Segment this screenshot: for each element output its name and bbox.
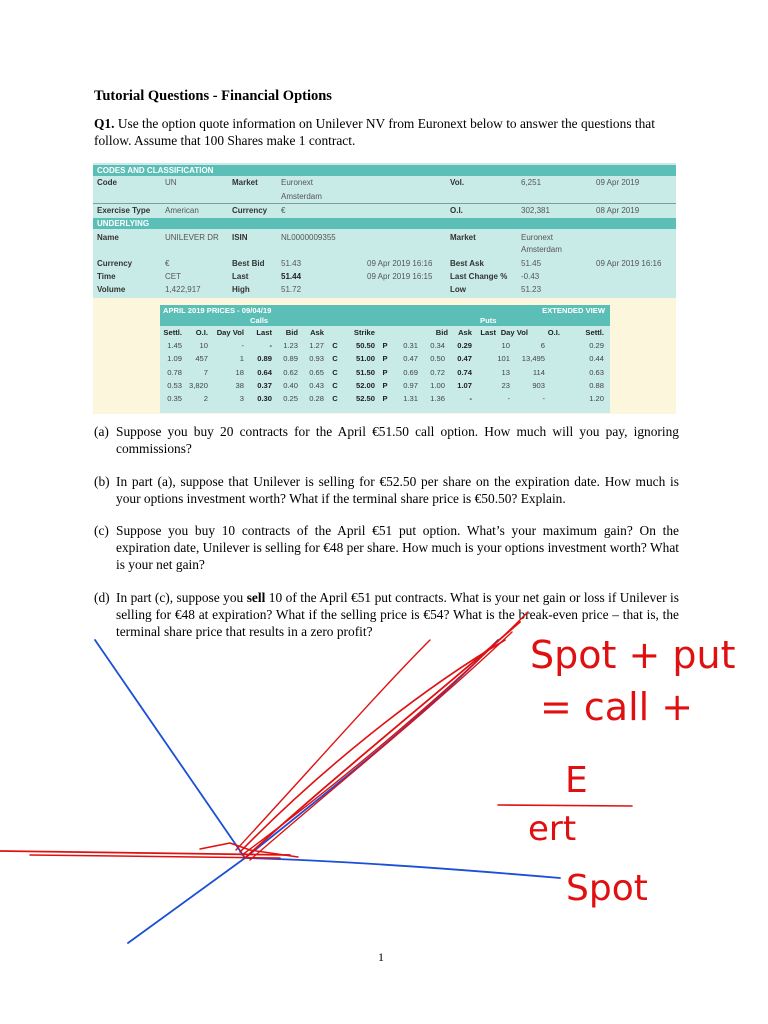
question-a-text: Suppose you buy 20 contracts for the April €51.50 call option. How much will you pay, ignoring commissions? <box>116 424 679 456</box>
table-cell: 1.20 <box>589 394 604 404</box>
bestask-value: 51.45 <box>521 259 542 268</box>
table-cell: - <box>542 394 545 404</box>
question-a-label: (a) <box>94 424 109 439</box>
table-cell: 0.93 <box>309 354 324 364</box>
table-cell: 10 <box>501 341 510 350</box>
high-label: High <box>232 285 250 294</box>
blue-line-left <box>95 640 245 943</box>
table-cell: 903 <box>532 380 545 390</box>
code-label: Code <box>97 178 117 187</box>
table-cell: 0.89 <box>283 354 298 364</box>
question-d-text-2: 10 of the April €51 put contracts. What is your net gain or loss if Unilever is selling for €48 at expiration? What if the selling price is €54? What is the break-even price – that is, the terminal share price that results in a zero profit? <box>116 590 679 639</box>
table-cell: 13,495 <box>521 354 545 364</box>
last-value: 51.44 <box>281 272 302 281</box>
column-header: Settl. <box>585 328 604 337</box>
table-cell: 52.00 <box>355 380 375 390</box>
blue-line-spot <box>245 858 560 878</box>
low-value: 51.23 <box>521 285 542 294</box>
call-marker: C <box>332 380 338 390</box>
handwriting-bottom: Spot <box>566 868 648 909</box>
bestask-label: Best Ask <box>450 259 484 268</box>
vol-date: 09 Apr 2019 <box>596 178 640 187</box>
put-marker: P <box>382 354 388 364</box>
column-header: Ask <box>458 328 472 337</box>
table-cell: 6 <box>540 341 545 350</box>
table-cell: 0.37 <box>257 380 272 390</box>
table-cell: 0.69 <box>403 367 418 377</box>
extended-view-link[interactable]: EXTENDED VIEW <box>542 306 605 315</box>
handwriting-numerator: E <box>565 760 588 801</box>
table-cell: 0.40 <box>283 380 298 390</box>
page-title: Tutorial Questions - Financial Options <box>94 88 332 104</box>
table-cell: 0.74 <box>457 367 472 377</box>
column-header: Day Vol <box>216 328 244 337</box>
puts-label: Puts <box>480 316 497 325</box>
question-b-text: In part (a), suppose that Unilever is selling for €52.50 per share on the expiration date. How much is your options investment worth? What if the terminal share price is €50.50? Explain. <box>116 474 679 506</box>
table-cell: 50.50 <box>355 341 375 350</box>
lastchange-label: Last Change % <box>450 272 508 281</box>
table-cell: 0.72 <box>430 367 445 377</box>
table-cell: 0.29 <box>589 341 604 350</box>
handwriting-line1: Spot + put <box>530 633 736 677</box>
codes-header: CODES AND CLASSIFICATION <box>93 165 676 176</box>
table-cell: 0.35 <box>167 394 182 404</box>
question-1-label: Q1. <box>94 116 115 131</box>
put-marker: P <box>382 367 388 377</box>
last-label: Last <box>232 272 249 281</box>
underlying-currency-label: Currency <box>97 259 133 268</box>
question-b-label: (b) <box>94 474 110 489</box>
question-d-text-1: In part (c), suppose you <box>116 590 247 605</box>
call-marker: C <box>332 354 338 364</box>
table-cell: 51.50 <box>355 367 375 377</box>
table-cell: 18 <box>235 367 244 377</box>
table-cell: 0.29 <box>457 341 472 350</box>
market-value-1: Euronext <box>281 178 314 187</box>
put-marker: P <box>382 394 388 404</box>
table-cell: 0.25 <box>283 394 298 404</box>
table-cell: 457 <box>195 354 208 364</box>
oi-date: 08 Apr 2019 <box>596 206 640 215</box>
table-cell: 1 <box>239 354 244 364</box>
table-cell: 38 <box>235 380 244 390</box>
volume-value: 1,422,917 <box>165 285 201 294</box>
table-cell: 0.89 <box>257 354 272 364</box>
column-header: Settl. <box>163 328 182 337</box>
table-cell: - <box>269 341 272 350</box>
name-label: Name <box>97 233 119 242</box>
table-cell: 101 <box>497 354 510 364</box>
name-value: UNILEVER DR <box>165 233 219 242</box>
high-value: 51.72 <box>281 285 302 294</box>
bestbid-label: Best Bid <box>232 259 265 268</box>
table-cell: 0.63 <box>589 367 604 377</box>
bestask-date: 09 Apr 2019 16:16 <box>596 259 662 268</box>
question-1-text: Use the option quote information on Unilever NV from Euronext below to answer the questions that follow. Assume that 100 Shares make 1 contract. <box>94 116 655 148</box>
table-cell: 1.23 <box>283 341 298 350</box>
table-cell: 0.62 <box>283 367 298 377</box>
column-header: O.I. <box>195 328 208 337</box>
column-header: Bid <box>285 328 298 337</box>
time-value: CET <box>165 272 181 281</box>
table-cell: 0.78 <box>167 367 182 377</box>
oi-value: 302,381 <box>521 206 550 215</box>
bestbid-value: 51.43 <box>281 259 302 268</box>
currency-label: Currency <box>232 206 268 215</box>
column-header: Strike <box>353 328 375 337</box>
table-cell: 0.47 <box>457 354 472 364</box>
table-cell: 1.07 <box>457 380 472 390</box>
table-cell: 13 <box>501 367 510 377</box>
exercise-label: Exercise Type <box>97 206 151 215</box>
handwriting-line2: = call + <box>540 685 694 729</box>
question-d-label: (d) <box>94 590 110 605</box>
table-cell: 2 <box>203 394 208 404</box>
calls-label: Calls <box>250 316 269 325</box>
table-cell: 0.34 <box>430 341 445 350</box>
oi-label: O.I. <box>450 206 463 215</box>
column-header: O.I. <box>547 328 560 337</box>
fraction-bar <box>498 805 632 806</box>
table-cell: 0.28 <box>309 394 324 404</box>
red-diagonal-5 <box>242 612 528 855</box>
table-cell: - <box>507 394 510 404</box>
table-cell: 0.53 <box>167 380 182 390</box>
table-cell: - <box>469 394 472 404</box>
vol-value: 6,251 <box>521 178 542 187</box>
table-cell: 0.47 <box>403 354 418 364</box>
question-c-label: (c) <box>94 523 109 538</box>
last-date: 09 Apr 2019 16:15 <box>367 272 433 281</box>
table-cell: 0.50 <box>430 354 445 364</box>
table-cell: 52.50 <box>355 394 375 404</box>
volume-label: Volume <box>97 285 126 294</box>
table-cell: 0.65 <box>309 367 324 377</box>
table-cell: 3 <box>239 394 244 404</box>
currency-value: € <box>281 206 286 215</box>
table-cell: 0.30 <box>257 394 272 404</box>
market-value-2: Amsterdam <box>281 192 322 201</box>
table-cell: 0.64 <box>257 367 272 377</box>
exercise-value: American <box>165 206 199 215</box>
call-marker: C <box>332 394 338 404</box>
isin-value: NL0000009355 <box>281 233 336 242</box>
table-cell: 1.36 <box>430 394 445 404</box>
table-cell: 7 <box>203 367 208 377</box>
column-header: Day Vol <box>500 328 528 337</box>
put-marker: P <box>382 380 388 390</box>
put-marker: P <box>382 341 388 350</box>
underlying-currency-value: € <box>165 259 170 268</box>
red-diagonal-4 <box>236 640 430 850</box>
column-header: Last <box>256 328 272 337</box>
time-label: Time <box>97 272 116 281</box>
call-marker: C <box>332 341 338 350</box>
table-cell: 0.97 <box>403 380 418 390</box>
column-header: Bid <box>435 328 448 337</box>
table-cell: 0.43 <box>309 380 324 390</box>
table-cell: 1.45 <box>167 341 182 350</box>
low-label: Low <box>450 285 466 294</box>
handwriting-denominator: ert <box>528 809 577 849</box>
column-header: Last <box>480 328 496 337</box>
underlying-market-1: Euronext <box>521 233 554 242</box>
table-cell: 0.88 <box>589 380 604 390</box>
table-cell: - <box>241 341 244 350</box>
table-cell: 3,820 <box>188 380 208 390</box>
column-header: Ask <box>310 328 324 337</box>
page-number: 1 <box>378 950 384 964</box>
bestbid-date: 09 Apr 2019 16:16 <box>367 259 433 268</box>
market-label: Market <box>232 178 258 187</box>
table-cell: 1.00 <box>430 380 445 390</box>
table-cell: 23 <box>501 380 510 390</box>
underlying-header: UNDERLYING <box>93 218 676 229</box>
table-cell: 1.31 <box>403 394 418 404</box>
question-d-bold: sell <box>246 590 266 605</box>
table-cell: 51.00 <box>355 354 375 364</box>
red-diagonal-1 <box>245 622 520 858</box>
table-cell: 0.44 <box>589 354 604 364</box>
underlying-market-2: Amsterdam <box>521 245 562 254</box>
call-marker: C <box>332 367 338 377</box>
table-cell: 1.27 <box>309 341 324 350</box>
isin-label: ISIN <box>232 233 248 242</box>
code-value: UN <box>165 178 177 187</box>
table-cell: 0.31 <box>403 341 418 350</box>
vol-label: Vol. <box>450 178 465 187</box>
prices-title: APRIL 2019 PRICES - 09/04/19 <box>163 306 272 315</box>
table-cell: 1.09 <box>167 354 182 364</box>
question-c-text: Suppose you buy 10 contracts of the April €51 put option. What’s your maximum gain? On the expiration date, Unilever is selling for €48 per share. How much is your options investment worth? What is your net gain? <box>116 523 679 572</box>
table-cell: 10 <box>199 341 208 350</box>
table-cell: 114 <box>532 367 545 377</box>
lastchange-value: -0.43 <box>521 272 540 281</box>
underlying-market-label: Market <box>450 233 476 242</box>
